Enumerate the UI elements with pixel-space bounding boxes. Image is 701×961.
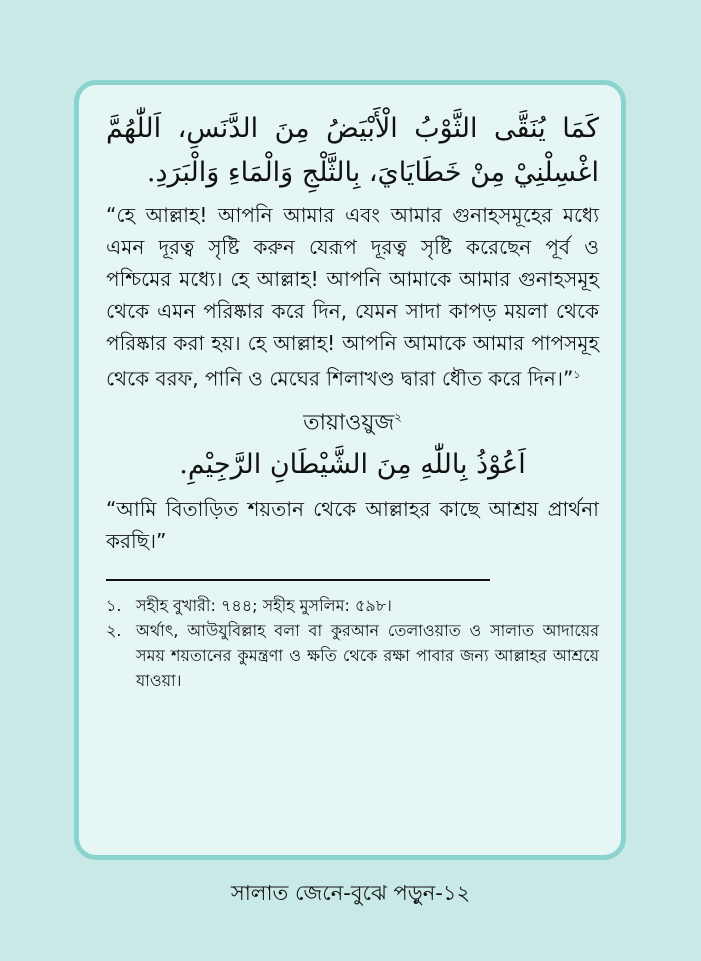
content-card <box>74 80 626 860</box>
taawwuz-arabic-text: اَعُوْذُ بِاللّٰهِ مِنَ الشَّيْطَانِ الرَّجِيْمِ. <box>179 448 526 480</box>
dua-footnote-ref: ১ <box>573 368 581 381</box>
footnote-number: ২. <box>106 620 122 640</box>
taawwuz-translation: “আমি বিতাড়িত শয়তান থেকে আল্লাহর কাছে আশ্রয় প্রার্থনা করছি।” <box>106 496 599 553</box>
footnote-2 <box>106 618 599 693</box>
section-heading <box>106 401 599 439</box>
footnote-divider <box>106 579 490 581</box>
dua-translation <box>106 199 599 395</box>
footnote-number: ১. <box>106 595 122 615</box>
section-heading-text: তায়াওয়ুজ <box>303 409 395 435</box>
dua-translation-text: “হে আল্লাহ! আপনি আমার এবং আমার গুনাহসমূহের মধ্যে এমন দূরত্ব সৃষ্টি করুন যেরূপ দূরত্ব সৃষ্টি করেছেন পূর্ব ও পশ্চিমের মধ্যে। হে আল্লাহ! আপনি আমাকে আমার গুনাহসমূহ থেকে এমন পরিষ্কার করে দিন, যেমন সাদা কাপড় ময়লা থেকে পরিষ্কার করা হয়। হে আল্লাহ! আপনি আমাকে আমার পাপসমূহ থেকে বরফ, পানি ও মেঘের শিলাখণ্ড দ্বারা ধৌত করে দিন।” <box>106 203 599 391</box>
section-heading-footnote-ref: ২ <box>394 409 402 424</box>
footnote-text: অর্থাৎ, আউযুবিল্লাহ বলা বা কুরআন তেলাওয়াত ও সালাত আদায়ের সময় শয়তানের কুমন্ত্রণা ও ক্ষতি থেকে রক্ষা পাবার জন্য আল্লাহর আশ্রয়ে যাওয়া। <box>136 620 599 690</box>
footnote-1 <box>106 593 599 618</box>
page-footer: সালাত জেনে-বুঝে পড়ুন-১২ <box>230 881 471 905</box>
footnote-text: সহীহ বুখারী: ৭৪৪; সহীহ মুসলিম: ৫৯৮। <box>136 595 392 615</box>
dua-arabic-text: كَمَا يُنَقَّى الثَّوْبُ الْأَبْيَضُ مِنَ الدَّنَسِ، اَللّٰهُمَّ اغْسِلْنِيْ مِنْ خَطَايَايَ، بِالثَّلْجِ وَالْمَاءِ وَالْبَرَدِ. <box>106 113 599 188</box>
